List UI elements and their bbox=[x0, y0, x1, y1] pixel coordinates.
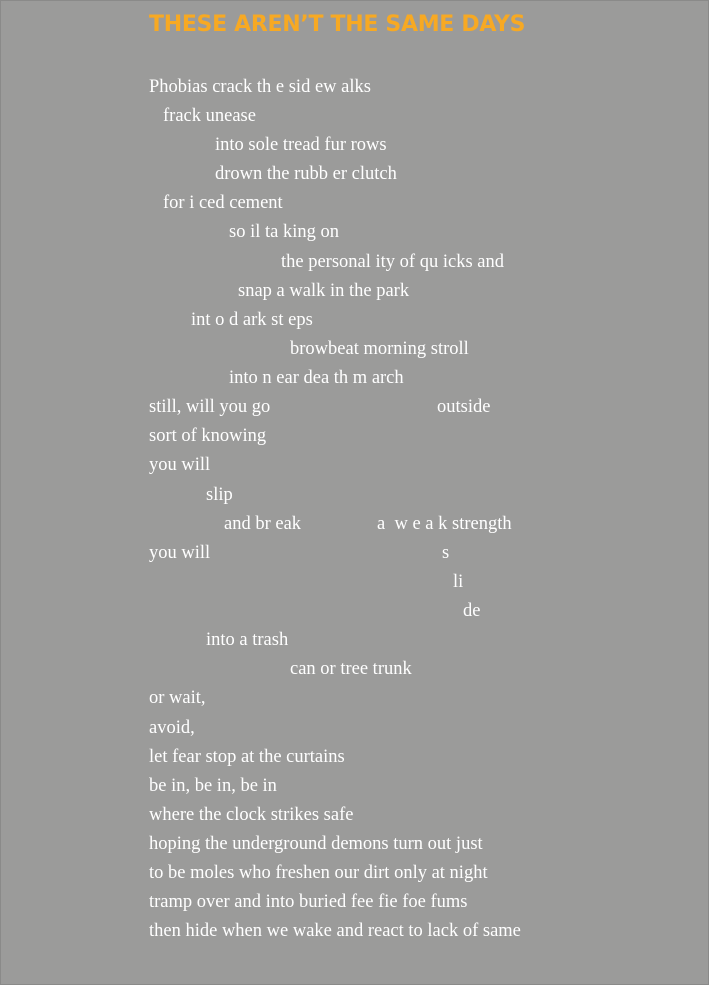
poem-line: tramp over and into buried fee fie foe fums bbox=[149, 892, 468, 912]
poem-line: where the clock strikes safe bbox=[149, 805, 354, 825]
poem-line: you will bbox=[149, 543, 211, 563]
poem-body bbox=[1, 1, 708, 984]
poem-line: int o d ark st eps bbox=[191, 310, 313, 330]
poem-line: frack unease bbox=[163, 106, 256, 126]
poem-title: THESE AREN’T THE SAME DAYS bbox=[149, 12, 526, 37]
poem-line: slip bbox=[206, 485, 233, 505]
poem-line: Phobias crack th e sid ew alks bbox=[149, 77, 371, 97]
poem-line: li bbox=[453, 572, 464, 592]
poem-line: can or tree trunk bbox=[290, 659, 412, 679]
poem-line: the personal ity of qu icks and bbox=[281, 252, 504, 272]
poem-line: de bbox=[463, 601, 481, 621]
poem-line: browbeat morning stroll bbox=[290, 339, 469, 359]
poem-line: s bbox=[442, 543, 450, 563]
poem-line: avoid, bbox=[149, 718, 195, 738]
poem-line: be in, be in, be in bbox=[149, 776, 277, 796]
poem-line: for i ced cement bbox=[163, 193, 283, 213]
poem-line: still, will you go bbox=[149, 397, 271, 417]
poem-line: so il ta king on bbox=[229, 222, 339, 242]
poem-line: you will bbox=[149, 455, 211, 475]
poem-line: or wait, bbox=[149, 688, 206, 708]
poem-line: let fear stop at the curtains bbox=[149, 747, 345, 767]
poem-line: snap a walk in the park bbox=[238, 281, 410, 301]
poem-line: into a trash bbox=[206, 630, 289, 650]
poem-line: and br eak bbox=[224, 514, 302, 534]
poem-line: sort of knowing bbox=[149, 426, 267, 446]
poem-line: a w e a k strength bbox=[377, 514, 512, 534]
poem-line: into n ear dea th m arch bbox=[229, 368, 404, 388]
poem-line: then hide when we wake and react to lack of same bbox=[149, 921, 521, 941]
poem-line: outside bbox=[437, 397, 491, 417]
poem-line: to be moles who freshen our dirt only at night bbox=[149, 863, 488, 883]
poem-line: hoping the underground demons turn out just bbox=[149, 834, 483, 854]
poem-line: into sole tread fur rows bbox=[215, 135, 387, 155]
poem-line: drown the rubb er clutch bbox=[215, 164, 397, 184]
